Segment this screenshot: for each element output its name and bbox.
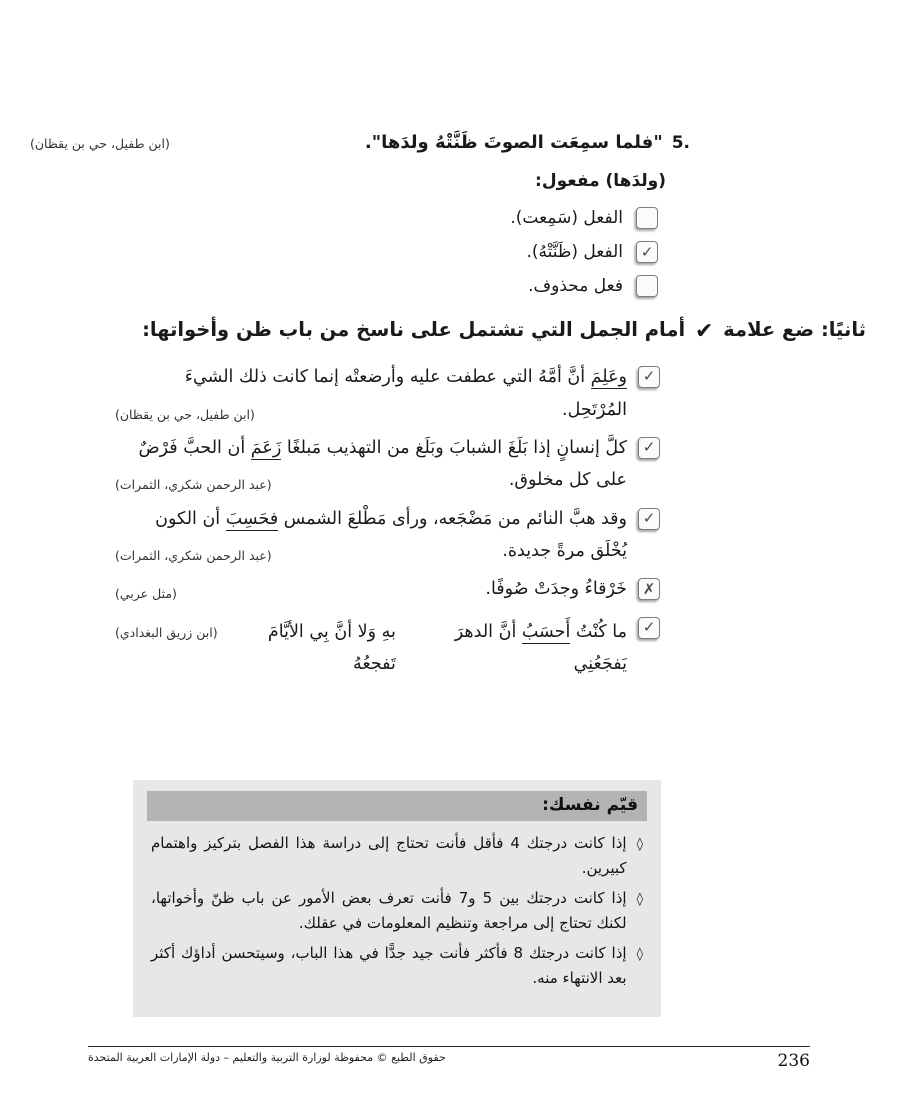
checkbox[interactable]: ✓ xyxy=(638,366,660,388)
option-label: الفعل (سَمِعت). xyxy=(510,207,623,228)
sentence-text xyxy=(115,503,627,568)
section-two xyxy=(30,314,866,687)
bullet-item xyxy=(151,831,643,881)
section-heading xyxy=(30,314,866,349)
question-title-row xyxy=(30,128,690,159)
attribution: (ابن زريق البغدادي) xyxy=(115,624,218,640)
bullet-item xyxy=(151,941,643,991)
section-heading-after: أمام الجمل التي تشتمل على ناسخ من باب ظن وأخواتها: xyxy=(142,318,686,341)
checkbox[interactable] xyxy=(636,207,658,229)
sentence-item xyxy=(115,503,660,568)
sentence-post: أنَّ الدهرَ يَفجَعُنِي xyxy=(454,621,627,675)
sentence-item xyxy=(115,612,660,681)
option-label: فعل محذوف. xyxy=(528,275,623,296)
page-number: 236 xyxy=(777,1051,810,1071)
option-row xyxy=(30,207,658,229)
self-assessment-box xyxy=(133,780,661,1017)
option-row xyxy=(30,275,658,297)
checkbox[interactable]: ✓ xyxy=(638,617,660,639)
checkbox[interactable]: ✓ xyxy=(638,437,660,459)
attribution: (ابن طفيل، حي بن يقظان) xyxy=(115,406,255,422)
sentence-item xyxy=(115,432,660,497)
underlined-word: وعَلِمَ xyxy=(590,367,627,388)
diamond-bullet-icon: ◊ xyxy=(636,891,643,907)
option-label: الفعل (ظَنَّتْهُ). xyxy=(526,241,623,262)
attribution: (مثل عربي) xyxy=(115,586,177,602)
sentence-text xyxy=(115,573,627,605)
sentence-post: أنَّ أمَّهُ التي عطفت عليه وأرضعتْه إنما كانت ذلك الشيءَ المُرْتَحِل. xyxy=(184,367,627,420)
checkbox[interactable]: ✓ xyxy=(636,241,658,263)
sentence-item xyxy=(115,361,660,426)
sentence-pre: خَرْقاءُ وجدَتْ صُوفًا. xyxy=(485,579,627,600)
bullet-text: إذا كانت درجتك بين 5 و7 فأنت تعرف بعض الأمور عن باب ظنّ وأخواتها، لكنك تحتاج إلى مراجعة وتنظيم المعلومات في عقلك. xyxy=(151,888,627,933)
bullet-item xyxy=(151,886,643,936)
attribution: (عبد الرحمن شكري، الثمرات) xyxy=(115,548,272,564)
question-5 xyxy=(30,128,690,297)
question-title: "فلما سمِعَت الصوتَ ظَنَّتْهُ ولدَها". xyxy=(364,132,663,153)
verse-line xyxy=(115,612,627,681)
sentence-text xyxy=(115,361,627,426)
checkbox[interactable]: ✓ xyxy=(638,508,660,530)
sentence-post: أن الكون يُخْلَق مرةً جديدة. xyxy=(155,508,627,562)
underlined-word: فحَسِبَ xyxy=(225,508,279,529)
self-assessment-title: قيّم نفسك: xyxy=(147,791,647,821)
sentence-item xyxy=(115,573,660,605)
bullet-text: إذا كانت درجتك 4 فأقل فأنت تحتاج إلى دراسة هذا الفصل بتركيز واهتمام كبيرين. xyxy=(151,833,627,877)
check-mark-icon: ✔ xyxy=(694,319,714,344)
sentence-pre: ما كُنْتُ xyxy=(570,621,627,642)
question-attribution: (ابن طفيل، حي بن يقظان) xyxy=(30,136,170,151)
verse-hemistich-2: بهِ وَلا أنَّ بِي الأيَّامَ تَفجعُهُ xyxy=(267,621,396,675)
sentence-post: أن الحبَّ فَرْضٌ على كل مخلوق. xyxy=(138,437,627,491)
question-number: 5. xyxy=(671,133,690,153)
attribution: (عبد الرحمن شكري، الثمرات) xyxy=(115,477,272,493)
section-heading-before: ثانيًا: ضع علامة xyxy=(723,318,866,341)
underlined-word: زَعَمَ xyxy=(250,437,282,458)
sentence-pre: وقد هبَّ النائم من مَضْجَعه، ورأى مَطْلعَ الشمس xyxy=(278,508,627,529)
answer-prompt: (ولدَها) مفعول: xyxy=(535,170,666,191)
sentence-list xyxy=(115,361,660,680)
sentence-pre: كلَّ إنسانٍ إذا بَلَغَ الشبابَ وبَلَغ من التهذيب مَبلغًا xyxy=(281,437,627,458)
question-main xyxy=(365,128,690,159)
checkbox[interactable] xyxy=(636,275,658,297)
diamond-bullet-icon: ◊ xyxy=(636,947,643,963)
bullet-text: إذا كانت درجتك 8 فأكثر فأنت جيد جدًّا في هذا الباب، وسيتحسن أداؤك أكثر بعد الانتهاء منه. xyxy=(151,944,627,988)
diamond-bullet-icon: ◊ xyxy=(636,836,643,852)
underlined-word: أَحسَبُ xyxy=(521,621,571,642)
option-row xyxy=(30,241,658,263)
checkbox[interactable]: ✗ xyxy=(638,578,660,600)
verse-hemistich-1 xyxy=(404,616,627,681)
page-footer xyxy=(88,1046,810,1071)
copyright-text: حقوق الطبع © محفوظة لوزارة التربية والتعليم – دولة الإمارات العربية المتحدة xyxy=(88,1051,446,1064)
sentence-text xyxy=(115,432,627,497)
